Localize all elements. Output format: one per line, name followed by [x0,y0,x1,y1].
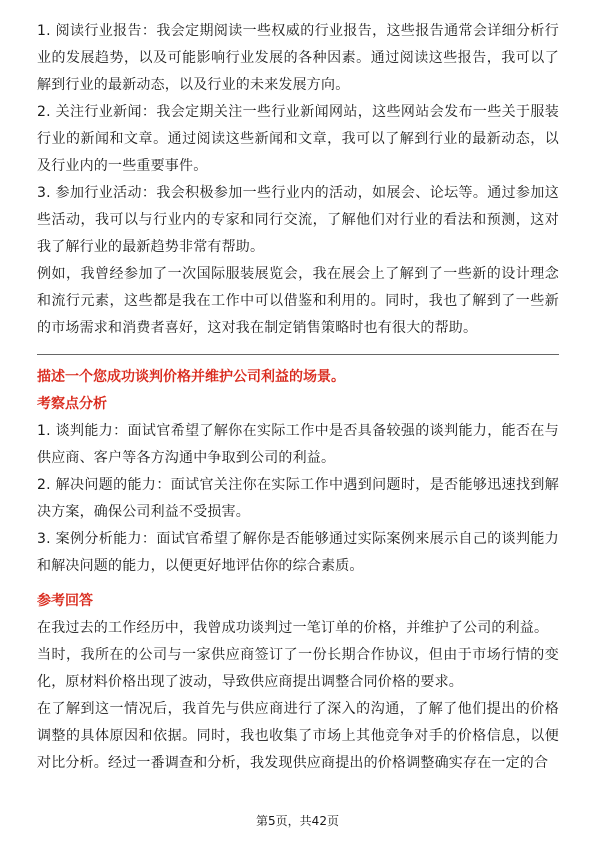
analysis-item: 3. 案例分析能力：面试官希望了解你是否能够通过实际案例来展示自己的谈判能力和解决问题的能力，以便更好地评估你的综合素质。 [37,531,559,574]
analysis-item: 2. 解决问题的能力：面试官关注你在实际工作中遇到问题时，是否能够迅速找到解决方案，确保公司利益不受损害。 [37,477,559,520]
analysis-heading: 考察点分析 [37,396,107,412]
paragraph-follow-news: 2. 关注行业新闻：我会定期关注一些行业新闻网站，这些网站会发布一些关于服装行业的新闻和文章。通过阅读这些新闻和文章，我可以了解到行业的最新动态，以及行业内的一些重要事件。 [37,104,559,174]
analysis-item: 1. 谈判能力：面试官希望了解你在实际工作中是否具备较强的谈判能力，能否在与供应商、客户等各方沟通中争取到公司的利益。 [37,423,559,466]
question-title: 描述一个您成功谈判价格并维护公司利益的场景。 [37,369,345,385]
answer-heading: 参考回答 [37,593,93,609]
answer-paragraph: 在了解到这一情况后，我首先与供应商进行了深入的沟通，了解了他们提出的价格调整的具体原因和依据。同时，我也收集了市场上其他竞争对手的价格信息，以便对比分析。经过一番调查和分析，我发现供应商提出的价格调整确实存在一定的合 [37,701,559,771]
answer-paragraph: 在我过去的工作经历中，我曾成功谈判过一笔订单的价格，并维护了公司的利益。 [37,620,549,636]
paragraph-attend-events: 3. 参加行业活动：我会积极参加一些行业内的活动，如展会、论坛等。通过参加这些活动，我可以与行业内的专家和同行交流，了解他们对行业的看法和预测，这对我了解行业的最新趋势非常有帮助。 [37,185,559,255]
document-page [37,18,559,777]
answer-paragraph: 当时，我所在的公司与一家供应商签订了一份长期合作协议，但由于市场行情的变化，原材料价格出现了波动，导致供应商提出调整合同价格的要求。 [37,647,559,690]
paragraph-read-reports: 1. 阅读行业报告：我会定期阅读一些权威的行业报告，这些报告通常会详细分析行业的发展趋势，以及可能影响行业发展的各种因素。通过阅读这些报告，我可以了解到行业的最新动态，以及行业的未来发展方向。 [37,23,559,93]
page-number: 第5页，共42页 [256,814,339,828]
section-divider [37,354,559,355]
paragraph-example: 例如，我曾经参加了一次国际服装展览会，我在展会上了解到了一些新的设计理念和流行元素，这些都是我在工作中可以借鉴和利用的。同时，我也了解到了一些新的市场需求和消费者喜好，这对我在制定销售策略时也有很大的帮助。 [37,266,559,336]
